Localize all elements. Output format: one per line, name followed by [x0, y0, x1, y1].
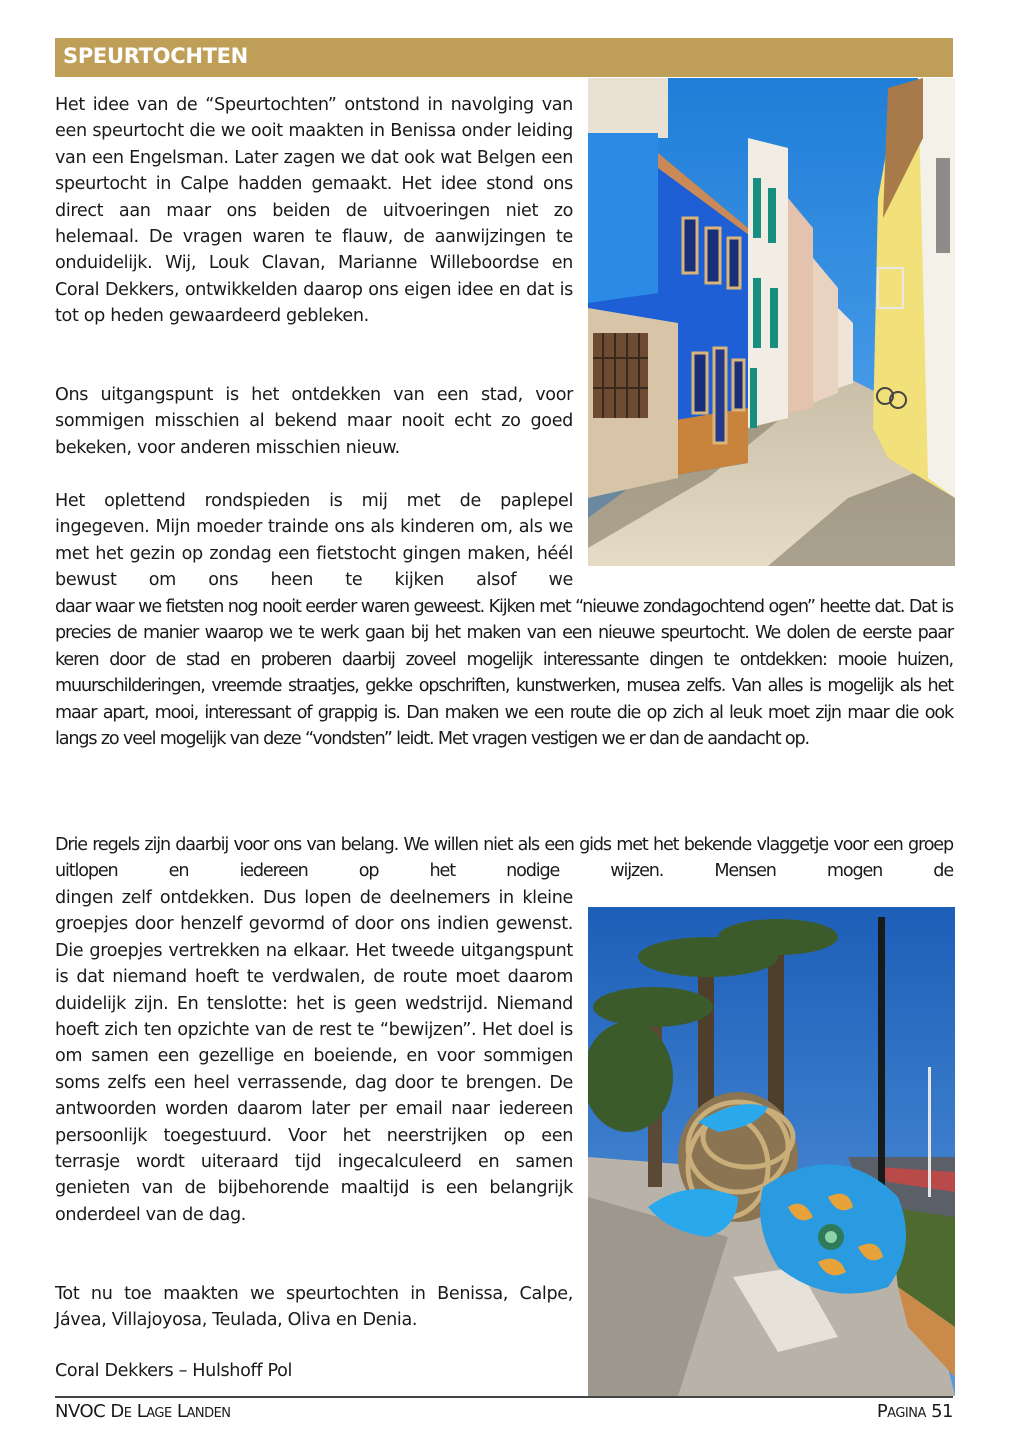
- paragraph-observing-narrow: [55, 488, 573, 594]
- paragraph-rules-narrow: [55, 885, 573, 1228]
- fish-sculpture-illustration: [588, 907, 955, 1396]
- paragraph-intro: [55, 92, 573, 330]
- paragraph-observing-wide: [55, 594, 953, 752]
- paragraph-4b-text: dingen zelf ontdekken. Dus lopen de deelnemers in kleine groepjes door henzelf gevormd of door ons indien gewenst. Die groepjes vertrekken na elkaar. Het tweede uitgangspunt is dat niemand hoeft te verdwalen, de route moet daarom duidelijk zijn. En tenslotte: het is geen wedstrijd. Niemand hoeft zich ten opzichte van de rest te “bewijzen”. Het doel is om samen een gezellige en boeiende, en voor sommigen soms zelfs een heel verrassende, dag door te brengen. De antwoorden worden daarom later per email naar iedereen persoonlijk toegestuurd. Voor het neerstrijken op een terrasje wordt uiteraard tijd ingecalculeerd en samen genieten van de bijbehorende maaltijd is een belangrijk onderdeel van de dag.: [55, 888, 573, 1225]
- paragraph-starting-point: [55, 382, 573, 461]
- section-header-bar: [55, 38, 953, 77]
- paragraph-1-text: Het idee van de “Speurtochten” ontstond in navolging van een speurtocht die we ooit maakten in Benissa onder leiding van een Engelsman. Later zagen we dat ook wat Belgen een speurtocht in Calpe hadden gemaakt. Het idee stond ons direct aan maar ons beiden de uitvoeringen niet zo helemaal. De vragen waren te flauw, de aanwijzingen te onduidelijk. Wij, Louk Clavan, Marianne Willeboordse en Coral Dekkers, ontwikkelden daarop ons eigen idee en dat is tot op heden gewaardeerd gebleken.: [55, 95, 573, 327]
- street-photo: [588, 78, 955, 566]
- paragraph-4a-text: Drie regels zijn daarbij voor ons van belang. We willen niet als een gids met het bekende vlaggetje voor een groep uitlopen en iedereen op het nodige wijzen. Mensen mogen de: [55, 835, 953, 882]
- paragraph-3b-text: daar waar we fietsten nog nooit eerder waren geweest. Kijken met “nieuwe zondagochtend ogen” heette dat. Dat is precies de manier waarop we te werk gaan bij het maken van een nieuwe speurtocht. We dolen de eerste paar keren door de stad en proberen daarbij zoveel mogelijk interessante dingen te ontdekken: mooie huizen, muurschilderingen, vreemde straatjes, gekke opschriften, kunstwerken, musea zelfs. Van alles is mogelijk als het maar apart, mooi, interessant of grappig is. Dan maken we een route die op zich al leuk moet zijn maar die ook langs zo veel mogelijk van deze “vondsten” leidt. Met vragen vestigen we er dan de aandacht op.: [55, 597, 953, 750]
- section-title: SPEURTOCHTEN: [63, 44, 248, 68]
- author-signature: [55, 1358, 573, 1384]
- footer-publication: NVOC De Lage Landen: [55, 1401, 231, 1422]
- footer-divider: [55, 1396, 953, 1398]
- paragraph-rules-wide: [55, 832, 953, 885]
- paragraph-cities: [55, 1281, 573, 1334]
- paragraph-5-text: Tot nu toe maakten we speurtochten in Benissa, Calpe, Jávea, Villajoyosa, Teulada, Oliva en Denia.: [55, 1284, 573, 1331]
- fish-sculpture-photo: [588, 907, 955, 1396]
- paragraph-3a-text: Het oplettend rondspieden is mij met de paplepel ingegeven. Mijn moeder trainde ons als kinderen om, als we met het gezin op zondag een fietstocht gingen maken, héél bewust om ons heen te kijken alsof we: [55, 491, 573, 591]
- footer-page-number: Pagina 51: [876, 1401, 953, 1422]
- signature-text: Coral Dekkers – Hulshoff Pol: [55, 1361, 293, 1381]
- street-photo-illustration: [588, 78, 955, 566]
- paragraph-2-text: Ons uitgangspunt is het ontdekken van een stad, voor sommigen misschien al bekend maar nooit echt zo goed bekeken, voor anderen misschien nieuw.: [55, 385, 573, 458]
